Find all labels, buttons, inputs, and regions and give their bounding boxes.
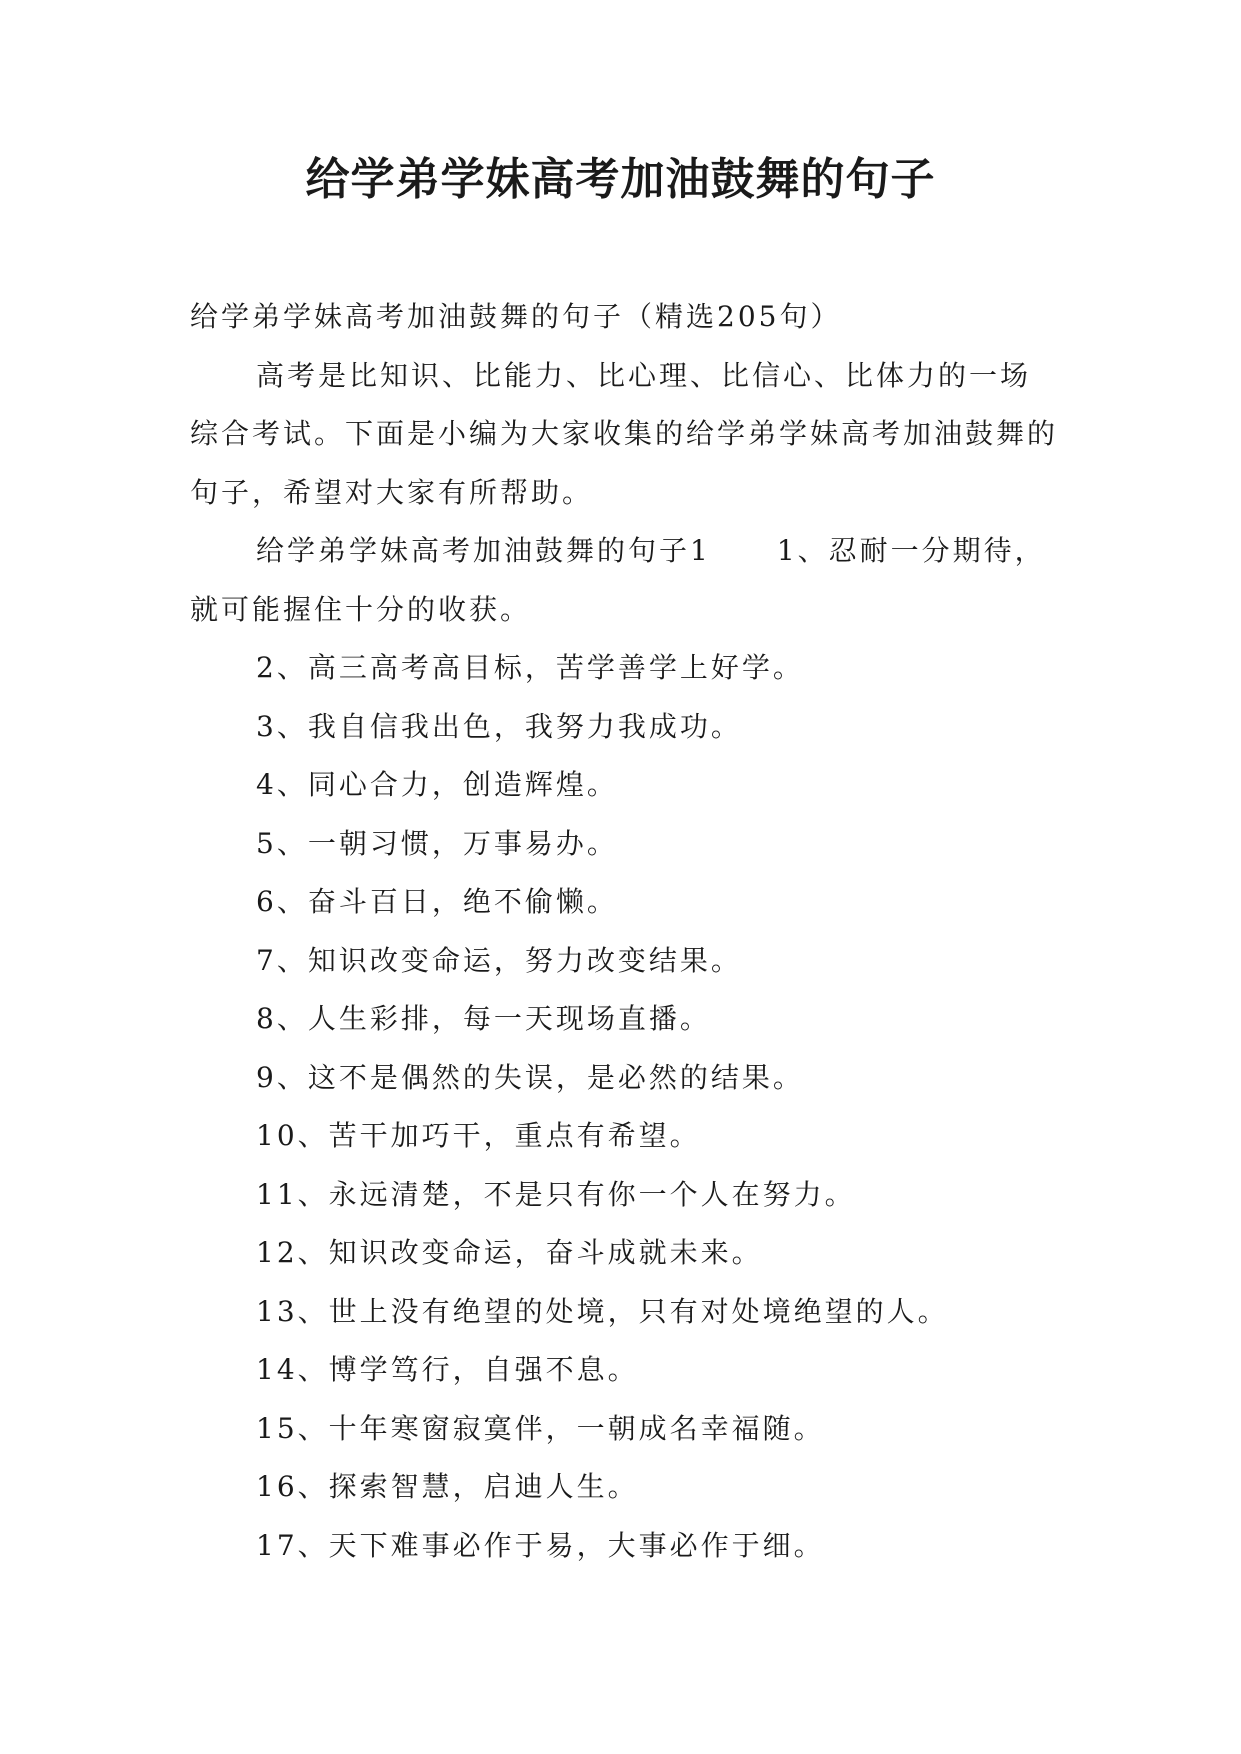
list-item: 9、这不是偶然的失误，是必然的结果。 <box>256 1060 804 1094</box>
list-item: 15、十年寒窗寂寞伴，一朝成名幸福随。 <box>256 1411 825 1445</box>
list-item: 5、一朝习惯，万事易办。 <box>256 826 618 860</box>
section-heading: 给学弟学妹高考加油鼓舞的句子1 <box>256 534 711 567</box>
sentence-list <box>190 639 1060 1575</box>
list-item: 2、高三高考高目标，苦学善学上好学。 <box>256 651 804 684</box>
list-item: 10、苦干加巧干，重点有希望。 <box>256 1119 701 1152</box>
section-paragraph <box>190 522 1060 639</box>
list-item: 14、博学笃行，自强不息。 <box>256 1353 639 1386</box>
list-item: 8、人生彩排，每一天现场直播。 <box>256 1002 711 1035</box>
intro-paragraph: 高考是比知识、比能力、比心理、比信心、比体力的一场综合考试。下面是小编为大家收集的给学弟学妹高考加油鼓舞的句子，希望对大家有所帮助。 <box>190 358 1059 509</box>
list-item: 13、世上没有绝望的处境，只有对处境绝望的人。 <box>256 1294 949 1328</box>
list-item: 17、天下难事必作于易，大事必作于细。 <box>256 1528 825 1562</box>
list-item: 16、探索智慧，启迪人生。 <box>256 1470 639 1503</box>
list-item: 12、知识改变命运，奋斗成就未来。 <box>256 1236 763 1269</box>
list-item: 4、同心合力，创造辉煌。 <box>256 768 618 801</box>
document-body <box>190 288 1060 1575</box>
list-item: 3、我自信我出色，我努力我成功。 <box>256 709 742 743</box>
list-item: 6、奋斗百日，绝不偷懒。 <box>256 885 618 918</box>
list-item: 11、永远清楚，不是只有你一个人在努力。 <box>256 1177 856 1211</box>
document-subtitle: 给学弟学妹高考加油鼓舞的句子（精选205句） <box>190 300 842 333</box>
page-title: 给学弟学妹高考加油鼓舞的句子 <box>305 154 936 205</box>
first-list-item: 1、忍耐一分期待，就可能握住十分的收获。 <box>190 534 1046 626</box>
list-item: 7、知识改变命运，努力改变结果。 <box>256 943 742 977</box>
